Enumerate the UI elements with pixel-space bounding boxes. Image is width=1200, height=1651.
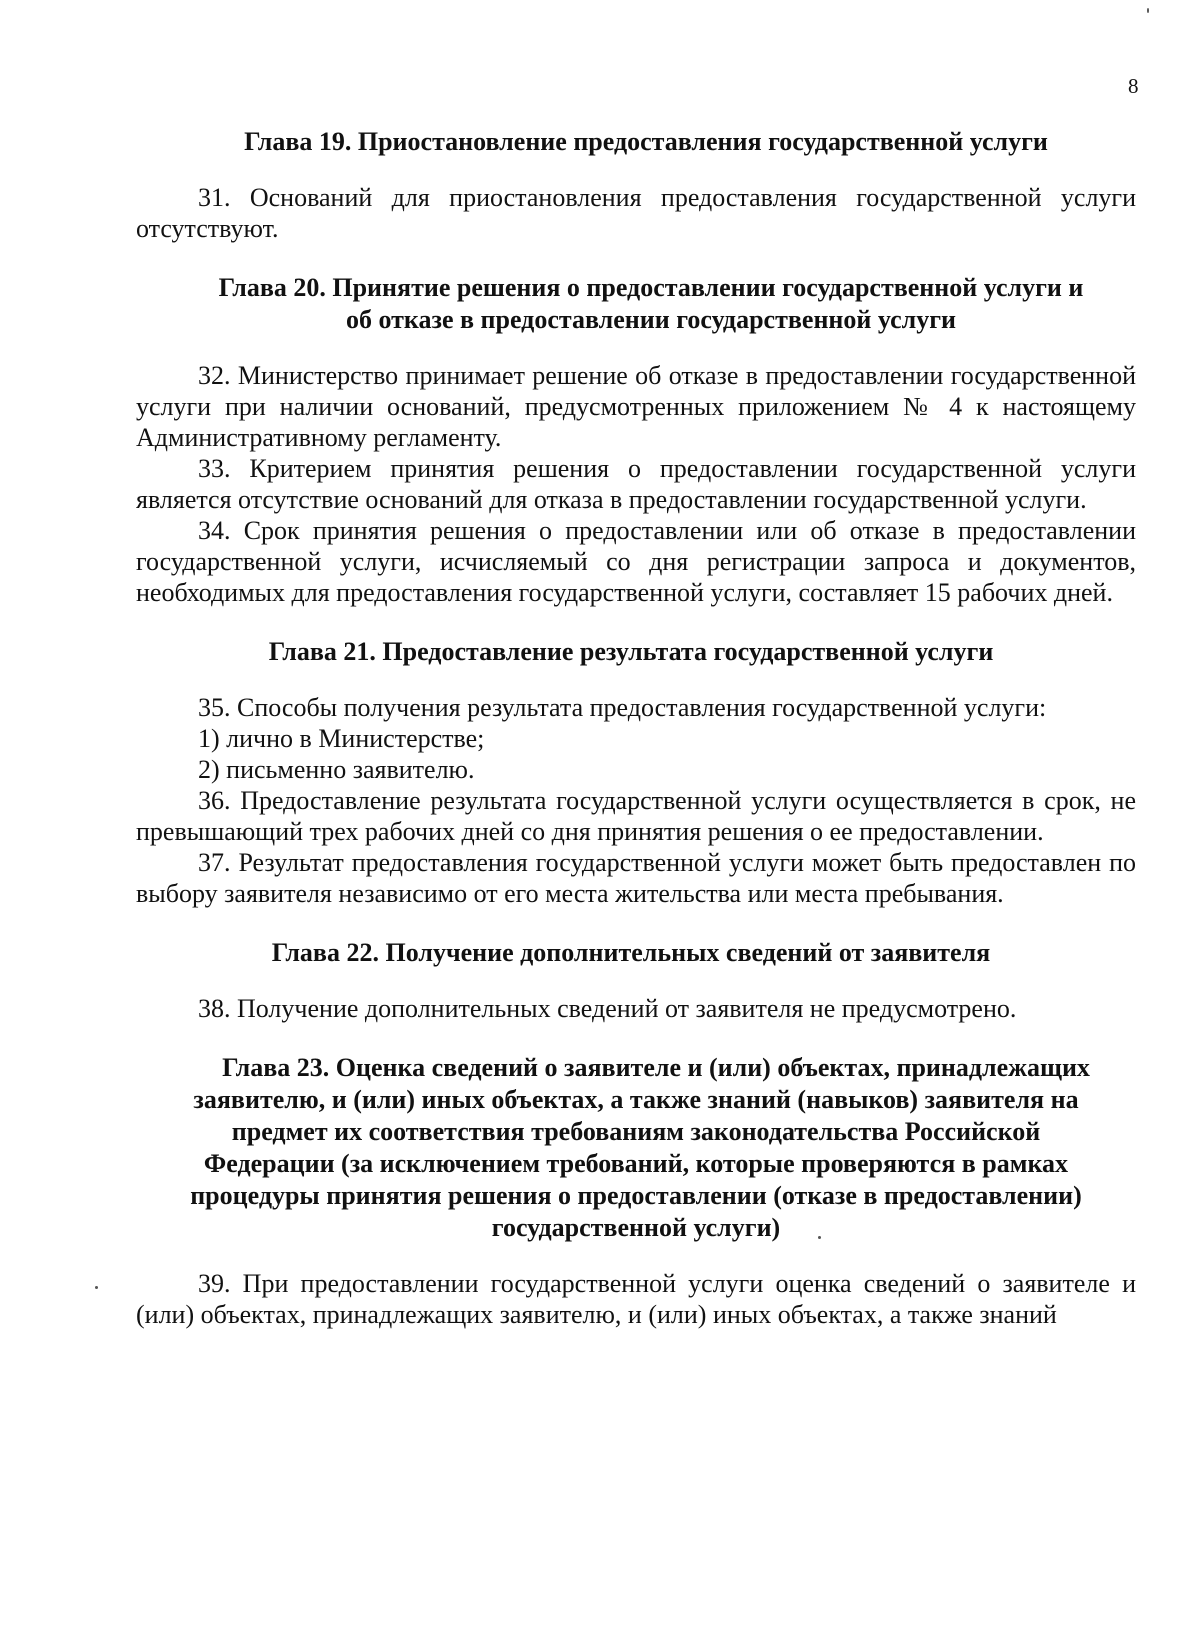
chapter-21 xyxy=(136,636,1136,909)
paragraph-34: 34. Срок принятия решения о предоставлении или об отказе в предоставлении государственной услуги, исчисляемый со дня регистрации запроса и документов, необходимых для предоставления государственной услуги, составляет 15 рабочих дней. xyxy=(136,516,1136,607)
list-item-1: 1) лично в Министерстве; xyxy=(198,724,485,753)
paragraph-33: 33. Критерием принятия решения о предоставлении государственной услуги является отсутствие оснований для отказа в предоставлении государственной услуги. xyxy=(136,454,1136,514)
scan-speck xyxy=(818,1236,821,1239)
chapter-23 xyxy=(136,1052,1136,1330)
scan-speck xyxy=(95,1286,98,1289)
chapter-21-heading: Глава 21. Предоставление результата государственной услуги xyxy=(268,637,994,666)
chapter-20 xyxy=(136,272,1136,608)
chapter-19-heading: Глава 19. Приостановление предоставления государственной услуги xyxy=(244,127,1048,156)
chapter-23-heading: Глава 23. Оценка сведений о заявителе и (или) объектах, принадлежащих заявителю, и (или) иных объектах, а также знаний (навыков) заявителя на предмет их соответствия требованиям законодательства Российской Федерации (за исключением требований, которые проверяются в рамках процедуры принятия решения о предоставлении (отказе в предоставлении) государственной услуги) xyxy=(190,1053,1090,1242)
paragraph-31: 31. Оснований для приостановления предоставления государственной услуги отсутствуют. xyxy=(136,183,1136,243)
paragraph-32: 32. Министерство принимает решение об отказе в предоставлении государственной услуги при наличии оснований, предусмотренных приложением № 4 к настоящему Административному регламенту. xyxy=(136,361,1136,452)
document-body xyxy=(136,126,1136,1330)
chapter-20-heading: Глава 20. Принятие решения о предоставлении государственной услуги и об отказе в предоставлении государственной услуги xyxy=(218,273,1084,334)
paragraph-36: 36. Предоставление результата государственной услуги осуществляется в срок, не превышающий трех рабочих дней со дня принятия решения о ее предоставлении. xyxy=(136,786,1136,846)
scan-speck xyxy=(1147,8,1149,13)
chapter-19 xyxy=(136,126,1136,244)
paragraph-39: 39. При предоставлении государственной услуги оценка сведений о заявителе и (или) объектах, принадлежащих заявителю, и (или) иных объектах, а также знаний xyxy=(136,1269,1136,1329)
paragraph-38: 38. Получение дополнительных сведений от заявителя не предусмотрено. xyxy=(198,994,1017,1023)
page-number: 8 xyxy=(1128,74,1139,98)
chapter-22-heading: Глава 22. Получение дополнительных сведений от заявителя xyxy=(271,938,991,967)
list-item-2: 2) письменно заявителю. xyxy=(198,755,475,784)
paragraph-35: 35. Способы получения результата предоставления государственной услуги: xyxy=(198,693,1047,722)
paragraph-37: 37. Результат предоставления государственной услуги может быть предоставлен по выбору заявителя независимо от его места жительства или места пребывания. xyxy=(136,848,1136,908)
chapter-22 xyxy=(136,937,1136,1024)
